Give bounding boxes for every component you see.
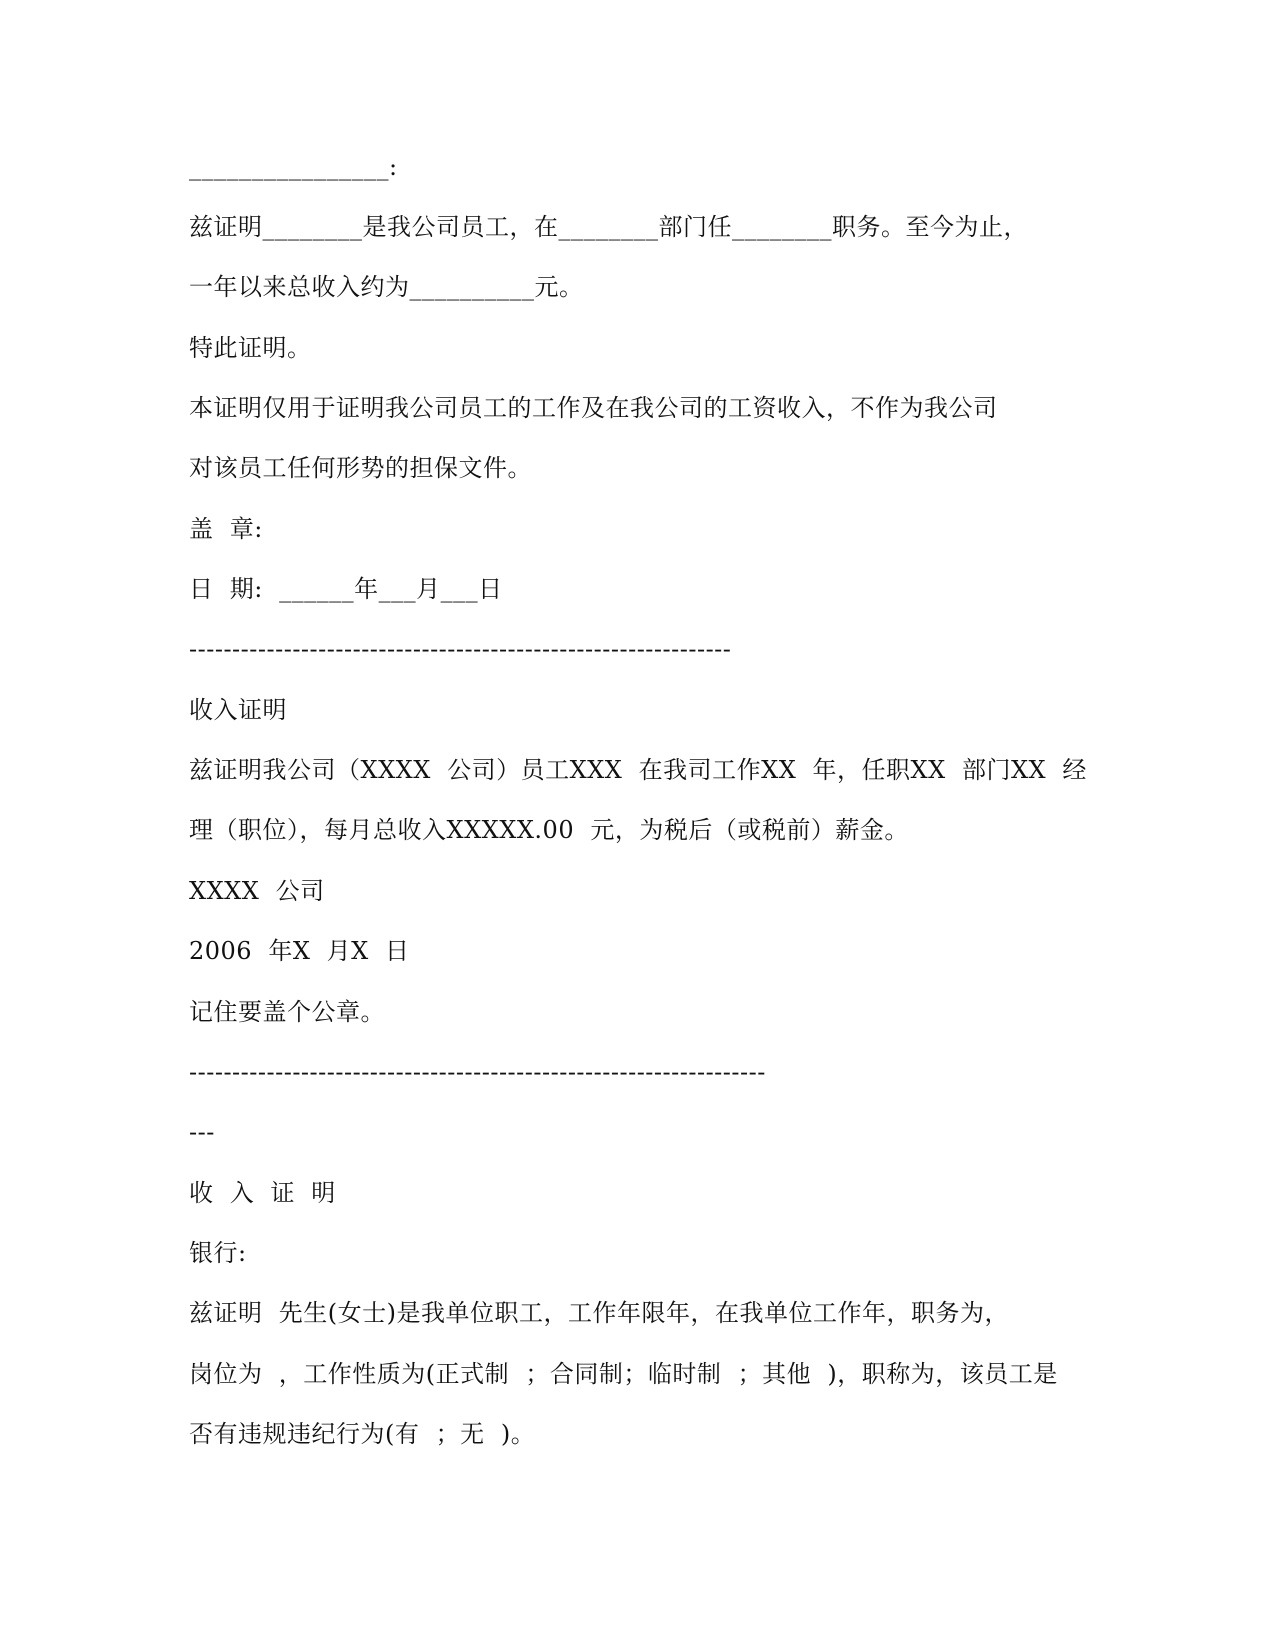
- certificate-2-title: 收入证明: [189, 696, 287, 724]
- certificate-3-body-line-3: 否有违规违纪行为(有 ；无 )。: [189, 1420, 536, 1448]
- certificate-1-body-line-1: 兹证明________是我公司员工，在________部门任________职务。至今为止，: [189, 213, 1028, 241]
- certificate-3-addressee: 银行:: [189, 1239, 247, 1267]
- certificate-3-body-line-2: 岗位为 ，工作性质为(正式制 ；合同制；临时制 ；其他 )，职称为，该员工是: [189, 1360, 1058, 1388]
- stamp-label: 盖 章:: [189, 515, 263, 543]
- date-label: 日 期: ______年___月___日: [189, 575, 503, 603]
- certificate-2-body-line-1: 兹证明我公司（XXXX 公司）员工XXX 在我司工作XX 年，任职XX 部门XX 经: [189, 756, 1087, 784]
- addressee-line: ________________:: [189, 153, 398, 181]
- certificate-1-body-line-2: 一年以来总收入约为__________元。: [189, 273, 584, 301]
- certificate-2-date: 2006 年X 月X 日: [189, 937, 410, 965]
- certificate-2-reminder: 记住要盖个公章。: [189, 998, 385, 1026]
- certificate-2-company: XXXX 公司: [189, 877, 325, 905]
- certificate-2-body-line-2: 理（职位），每月总收入XXXXX.00 元，为税后（或税前）薪金。: [189, 816, 909, 844]
- certificate-3-body-line-1: 兹证明 先生(女士)是我单位职工，工作年限年，在我单位工作年，职务为，: [189, 1299, 1009, 1327]
- divider-1: ---------------------------------------------------------------: [189, 635, 732, 663]
- certificate-3-title: 收 入 证 明: [189, 1179, 336, 1207]
- divider-2: -------------------------------------------------------------------: [189, 1058, 766, 1086]
- certificate-1-closing: 特此证明。: [189, 334, 312, 362]
- divider-2-continuation: ---: [189, 1118, 215, 1146]
- certificate-1-note-line-1: 本证明仅用于证明我公司员工的工作及在我公司的工资收入，不作为我公司: [189, 394, 998, 422]
- certificate-1-note-line-2: 对该员工任何形势的担保文件。: [189, 454, 532, 482]
